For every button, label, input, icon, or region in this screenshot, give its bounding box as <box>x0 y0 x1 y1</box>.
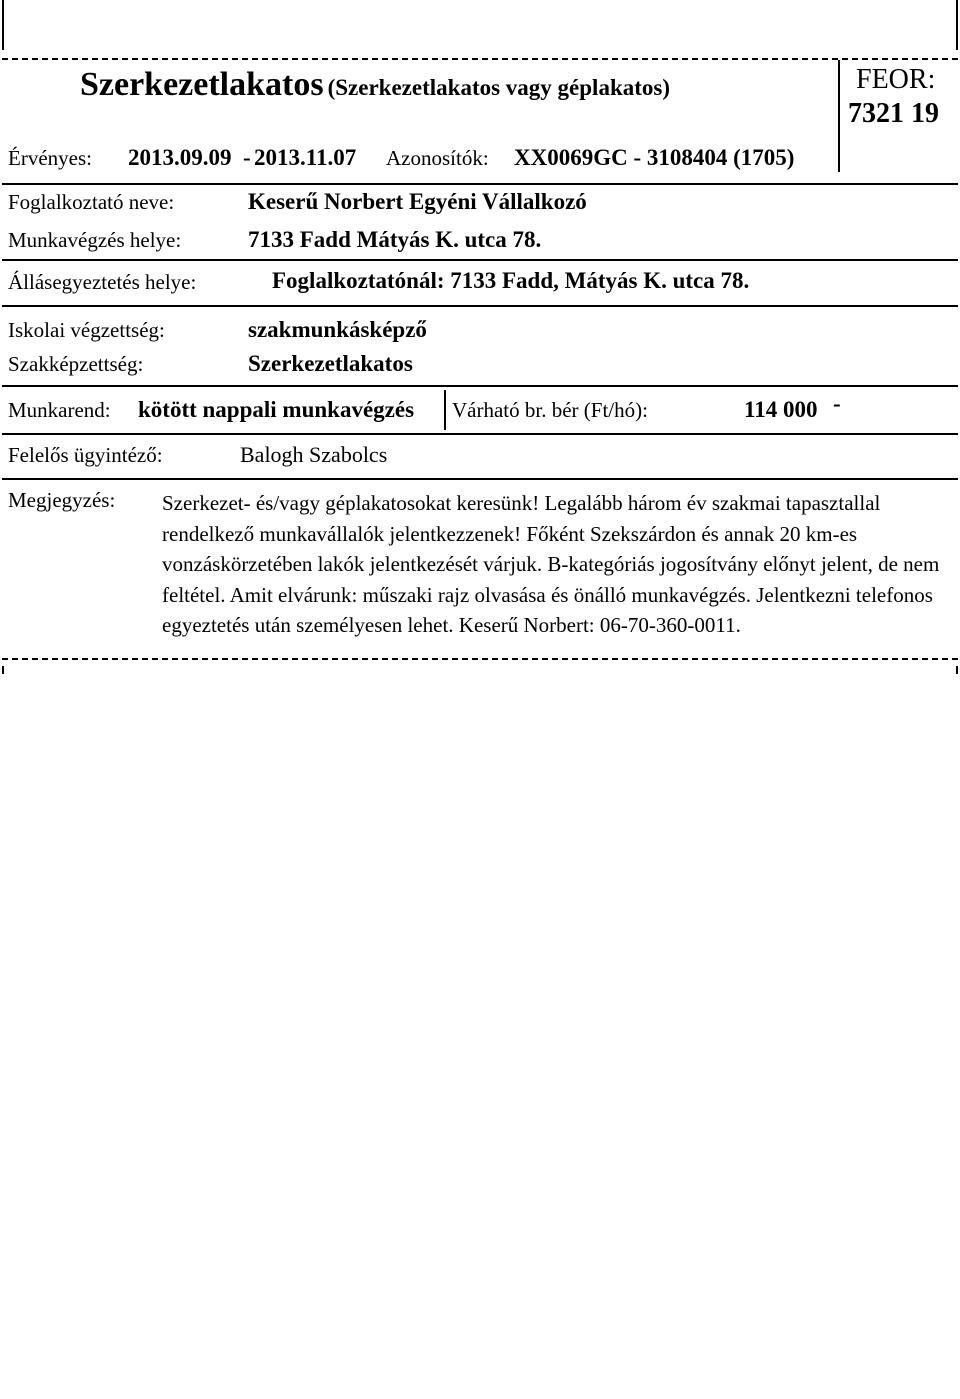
officer-label: Felelős ügyintéző: <box>8 443 163 467</box>
job-title-main: Szerkezetlakatos <box>80 66 324 103</box>
validity-start: 2013.09.09 <box>128 145 232 170</box>
work-place-value: 7133 Fadd Mátyás K. utca 78. <box>248 227 542 252</box>
work-place-label: Munkavégzés helye: <box>8 228 182 252</box>
job-title-sub: (Szerkezetlakatos vagy géplakatos) <box>327 75 671 100</box>
validity-separator: - <box>243 145 251 170</box>
right-border-top <box>956 0 958 50</box>
separator-6 <box>2 478 958 480</box>
feor-code: 7321 19 <box>848 98 939 129</box>
officer-value: Balogh Szabolcs <box>240 442 388 467</box>
identifiers-label: Azonosítók: <box>386 146 489 170</box>
top-dashed-separator <box>2 58 958 60</box>
separator-4 <box>2 385 958 387</box>
interview-place-value: Foglalkoztatónál: 7133 Fadd, Mátyás K. utca 78. <box>272 268 750 293</box>
separator-5 <box>2 433 958 435</box>
employer-name-label: Foglalkoztató neve: <box>8 190 175 214</box>
salary-label: Várható br. bér (Ft/hó): <box>452 398 648 422</box>
bottom-dashed-separator <box>2 658 958 660</box>
feor-label: FEOR: <box>856 64 936 95</box>
schedule-value: kötött nappali munkavégzés <box>138 397 415 422</box>
right-border-bottom <box>956 666 958 674</box>
remarks-text: Szerkezet- és/vagy géplakatosokat keresünk! Legalább három év szakmai tapasztallal rendelkező munkavállalók jelentkezzenek! Főként Szekszárdon és annak 20 km-es vonzáskörzetében lakók jelentkezését várjuk. B-kategóriás jogosítvány előnyt jelent, de nem feltétel. Amit elvárunk: műszaki rajz olvasása és önálló munkavégzés. Jelentkezni telefonos egyeztetés után személyesen lehet. Keserű Norbert: 06-70-360-0011. <box>162 491 940 637</box>
separator-1 <box>2 183 958 185</box>
identifiers-value: XX0069GC - 3108404 (1705) <box>514 145 795 170</box>
school-value: szakmunkásképző <box>248 317 427 342</box>
separator-2 <box>2 259 958 261</box>
left-border-bottom <box>2 666 4 674</box>
employer-name-value: Keserű Norbert Egyéni Vállalkozó <box>248 189 587 214</box>
salary-value: 114 000 <box>744 397 818 422</box>
salary-dash: - <box>833 391 841 416</box>
qualification-value: Szerkezetlakatos <box>248 351 413 376</box>
validity-label: Érvényes: <box>8 146 92 170</box>
interview-place-label: Állásegyeztetés helye: <box>8 270 197 294</box>
left-border-top <box>2 0 4 50</box>
feor-divider <box>838 60 840 172</box>
salary-divider <box>444 390 446 430</box>
separator-3 <box>2 305 958 307</box>
school-label: Iskolai végzettség: <box>8 318 165 342</box>
qualification-label: Szakképzettség: <box>8 352 144 376</box>
remarks-label: Megjegyzés: <box>8 488 116 512</box>
validity-end: 2013.11.07 <box>254 145 357 170</box>
job-title <box>80 66 670 104</box>
schedule-label: Munkarend: <box>8 398 111 422</box>
